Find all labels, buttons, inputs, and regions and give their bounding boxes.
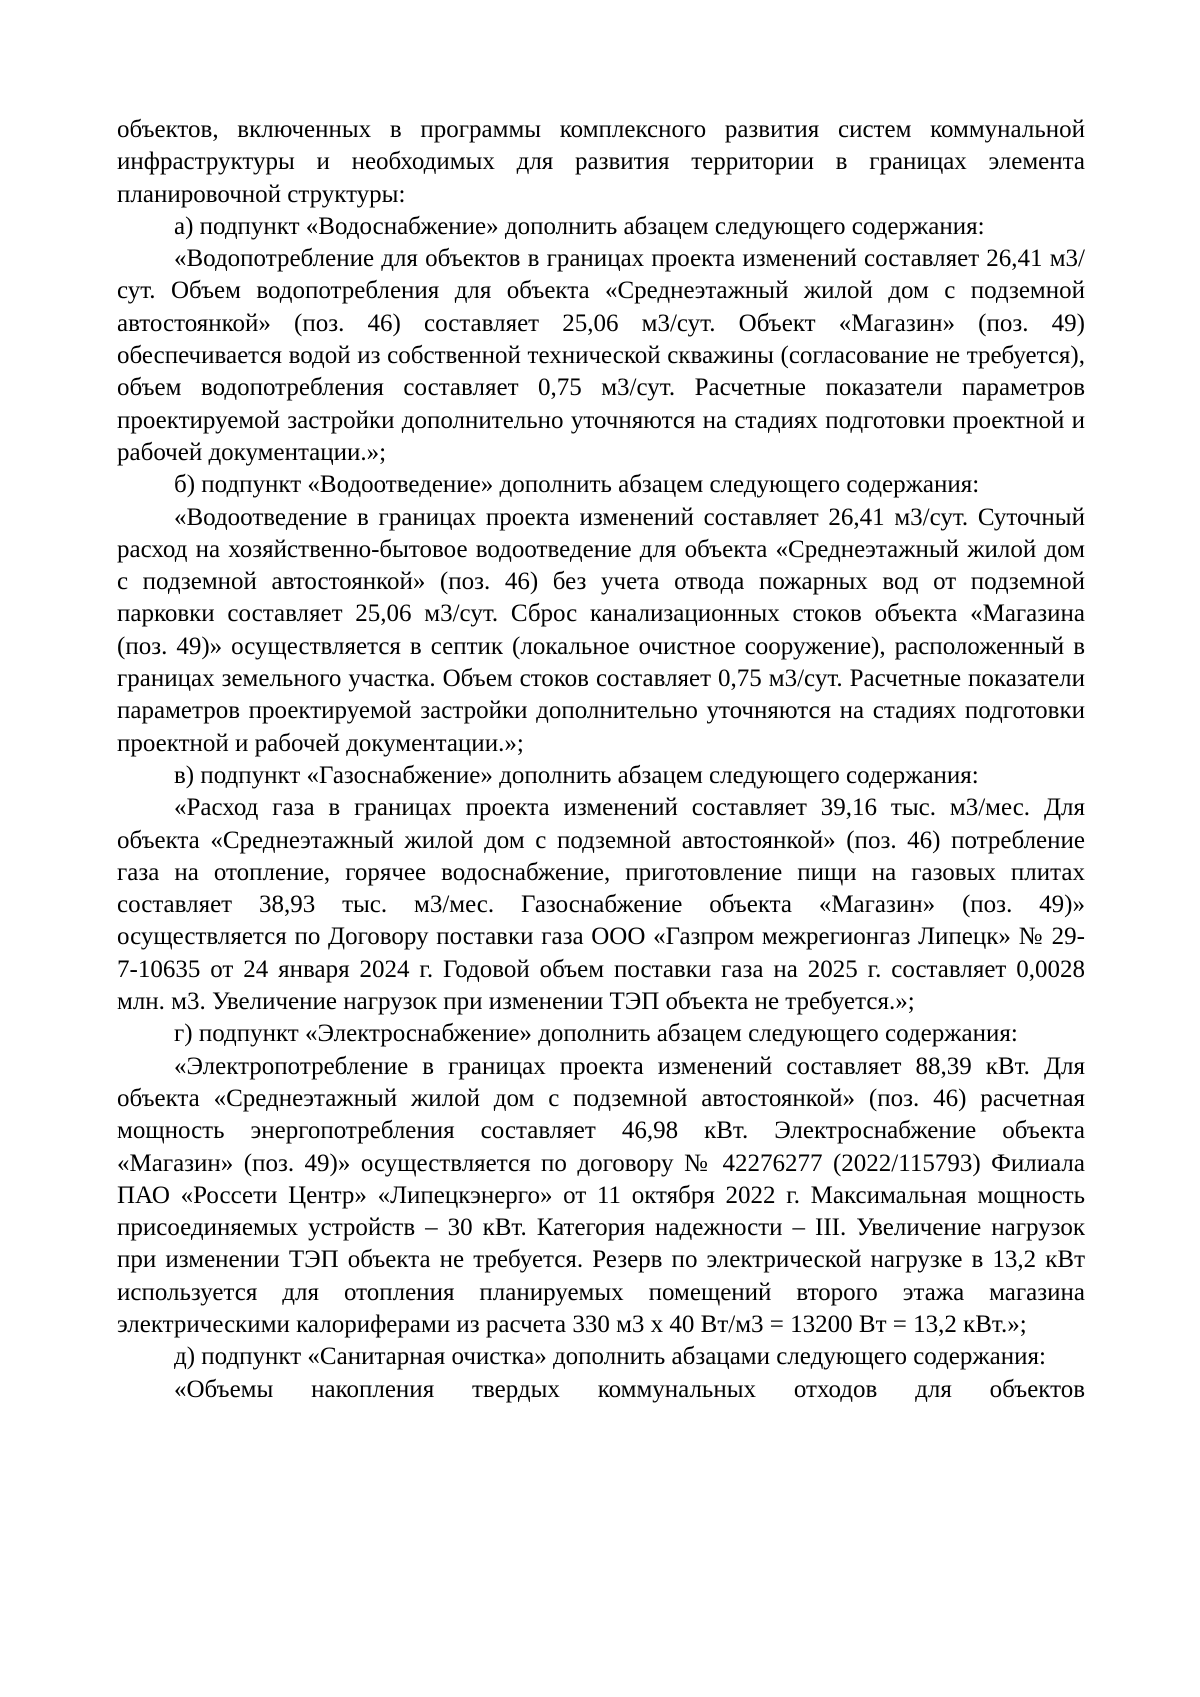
paragraph-gas-supply-heading: в) подпункт «Газоснабжение» дополнить абзацем следующего содержания: <box>174 761 979 789</box>
paragraph-water-disposal-text: «Водоотведение в границах проекта изменений составляет 26,41 м3/сут. Суточный расход на хозяйственно-бытовое водоотведение для объекта «Среднеэтажный жилой дом с подземной автостоянкой» (поз. 46) без учета отвода пожарных вод от подземной парковки составляет 25,06 м3/сут. Сброс канализационных стоков объекта «Магазина (поз. 49)» осуществляется в септик (локальное очистное сооружение), расположенный в границах земельного участка. Объем стоков составляет 0,75 м3/сут. Расчетные показатели параметров проектируемой застройки дополнительно уточняются на стадиях подготовки проектной и рабочей документации.»; <box>117 503 1085 757</box>
paragraph-sanitary-cleaning-heading: д) подпункт «Санитарная очистка» дополнить абзацами следующего содержания: <box>174 1343 1046 1371</box>
document-page <box>117 114 1085 1406</box>
paragraph-intro: объектов, включенных в программы комплексного развития систем коммунальной инфраструктуры и необходимых для развития территории в границах элемента планировочной структуры: <box>117 116 1085 208</box>
paragraph-power-supply-text: «Электропотребление в границах проекта изменений составляет 88,39 кВт. Для объекта «Среднеэтажный жилой дом с подземной автостоянкой» (поз. 46) расчетная мощность энергопотребления составляет 46,98 кВт. Электроснабжение объекта «Магазин» (поз. 49)» осуществляется по договору № 42276277 (2022/115793) Филиала ПАО «Россети Центр» «Липецкэнерго» от 11 октября 2022 г. Максимальная мощность присоединяемых устройств – 30 кВт. Категория надежности – III. Увеличение нагрузок при изменении ТЭП объекта не требуется. Резерв по электрической нагрузке в 13,2 кВт используется для отопления планируемых помещений второго этажа магазина электрическими калориферами из расчета 330 м3 х 40 Вт/м3 = 13200 Вт = 13,2 кВт.»; <box>117 1052 1085 1338</box>
paragraph-water-disposal-heading: б) подпункт «Водоотведение» дополнить абзацем следующего содержания: <box>174 471 980 499</box>
paragraph-power-supply-heading: г) подпункт «Электроснабжение» дополнить абзацем следующего содержания: <box>174 1020 1018 1048</box>
paragraph-water-supply-text: «Водопотребление для объектов в границах проекта изменений составляет 26,41 м3/сут. Объем водопотребления для объекта «Среднеэтажный жилой дом с подземной автостоянкой» (поз. 46) составляет 25,06 м3/сут. Объект «Магазин» (поз. 49) обеспечивается водой из собственной технической скважины (согласование не требуется), объем водопотребления составляет 0,75 м3/сут. Расчетные показатели параметров проектируемой застройки дополнительно уточняются на стадиях подготовки проектной и рабочей документации.»; <box>117 245 1085 466</box>
paragraph-gas-supply-text: «Расход газа в границах проекта изменений составляет 39,16 тыс. м3/мес. Для объекта «Среднеэтажный жилой дом с подземной автостоянкой» (поз. 46) потребление газа на отопление, горячее водоснабжение, приготовление пищи на газовых плитах составляет 38,93 тыс. м3/мес. Газоснабжение объекта «Магазин» (поз. 49)» осуществляется по Договору поставки газа ООО «Газпром межрегионгаз Липецк» № 29-7-10635 от 24 января 2024 г. Годовой объем поставки газа на 2025 г. составляет 0,0028 млн. м3. Увеличение нагрузок при изменении ТЭП объекта не требуется.»; <box>117 794 1085 1016</box>
paragraph-solid-waste-text: «Объемы накопления твердых коммунальных отходов для объектов <box>174 1375 1085 1403</box>
paragraph-water-supply-heading: а) подпункт «Водоснабжение» дополнить абзацем следующего содержания: <box>174 212 985 240</box>
